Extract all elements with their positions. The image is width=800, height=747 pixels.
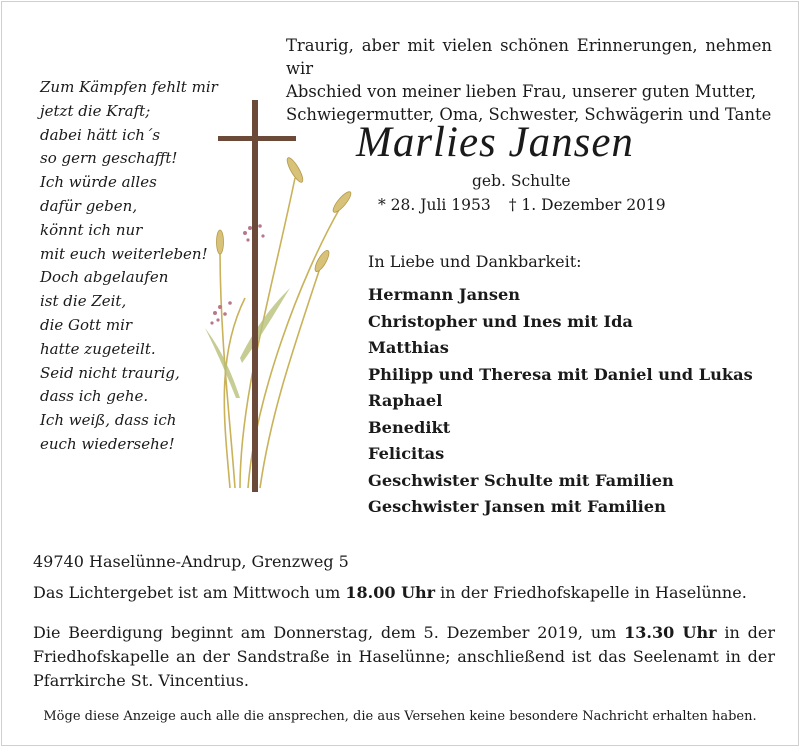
family-member: Benedikt [368, 417, 451, 437]
family-list [368, 282, 753, 521]
maiden-name: geb. Schulte [472, 172, 571, 190]
family-member: Felicitas [368, 444, 445, 463]
intro-line: Abschied von meiner lieben Frau, unserer guten Mutter, [286, 82, 757, 101]
life-dates [378, 196, 666, 214]
family-member: Matthias [368, 338, 449, 357]
cross-vertical [252, 100, 258, 492]
poem-line: dass ich gehe. [40, 387, 149, 406]
poem-line: Ich weiß, dass ich [40, 411, 177, 430]
funeral-text: Die Beerdigung beginnt am Donnerstag, dem 5. Dezember 2019, um [33, 623, 625, 642]
poem-line: die Gott mir [40, 315, 133, 334]
family-member: Geschwister Jansen mit Familien [368, 497, 666, 516]
prayer-text: Das Lichtergebet ist am Mittwoch um [33, 583, 346, 602]
poem-line: ist die Zeit, [40, 292, 127, 311]
address: 49740 Haselünne-Andrup, Grenzweg 5 [33, 552, 349, 571]
poem-line: dafür geben, [40, 196, 138, 215]
poem-line: Seid nicht traurig, [40, 363, 180, 382]
intro-line: Schwiegermutter, Oma, Schwester, Schwägerin und Tante [286, 105, 772, 124]
poem-line: Zum Kämpfen fehlt mir [40, 78, 218, 96]
leaves [205, 288, 290, 398]
deceased-name: Marlies Jansen [356, 119, 634, 166]
funeral-notice [33, 621, 775, 693]
prayer-time: 18.00 Uhr [345, 583, 436, 602]
funeral-time: 13.30 Uhr [624, 623, 717, 642]
family-member: Hermann Jansen [368, 285, 521, 304]
death-date: † 1. Dezember 2019 [508, 196, 666, 214]
poem-line: Ich würde alles [40, 173, 157, 192]
poem-line: euch wiedersehe! [40, 434, 175, 453]
family-member: Christopher und Ines mit Ida [368, 311, 633, 331]
family-member: Raphael [368, 391, 443, 410]
funeral-text: in der [716, 623, 776, 642]
wheat-stalks [220, 178, 340, 488]
poem-line: mit euch weiterleben! [40, 244, 208, 263]
thanks-heading: In Liebe und Dankbarkeit: [368, 252, 582, 271]
wheat-ears [217, 156, 354, 274]
funeral-line: Friedhofskapelle an der Sandstraße in Haselünne; anschließend ist das Seelenamt in der [33, 647, 775, 666]
cross-horizontal [218, 136, 296, 141]
funeral-line [33, 621, 775, 645]
poem-line: hatte zugeteilt. [40, 339, 156, 358]
family-member: Philipp und Theresa mit Daniel und Lukas [368, 364, 753, 384]
prayer-notice [33, 583, 775, 602]
prayer-text: in der Friedhofskapelle in Haselünne. [435, 583, 747, 602]
poem-line: jetzt die Kraft; [40, 101, 151, 120]
poem-line: Doch abgelaufen [40, 268, 169, 287]
poem-line: könnt ich nur [40, 220, 143, 239]
poem-line: dabei hätt ich´s [40, 125, 161, 144]
funeral-line: Pfarrkirche St. Vincentius. [33, 671, 249, 690]
poem-line: so gern geschafft! [40, 149, 178, 168]
birth-date: * 28. Juli 1953 [378, 196, 491, 214]
poem [40, 76, 218, 457]
cross-with-wheat-illustration [200, 98, 370, 498]
family-member: Geschwister Schulte mit Familien [368, 470, 674, 490]
intro-line: Traurig, aber mit vielen schönen Erinnerungen, nehmen wir [286, 36, 772, 78]
footer-note: Möge diese Anzeige auch alle die ansprechen, die aus Versehen keine besondere Nachricht erhalten haben. [43, 709, 757, 724]
